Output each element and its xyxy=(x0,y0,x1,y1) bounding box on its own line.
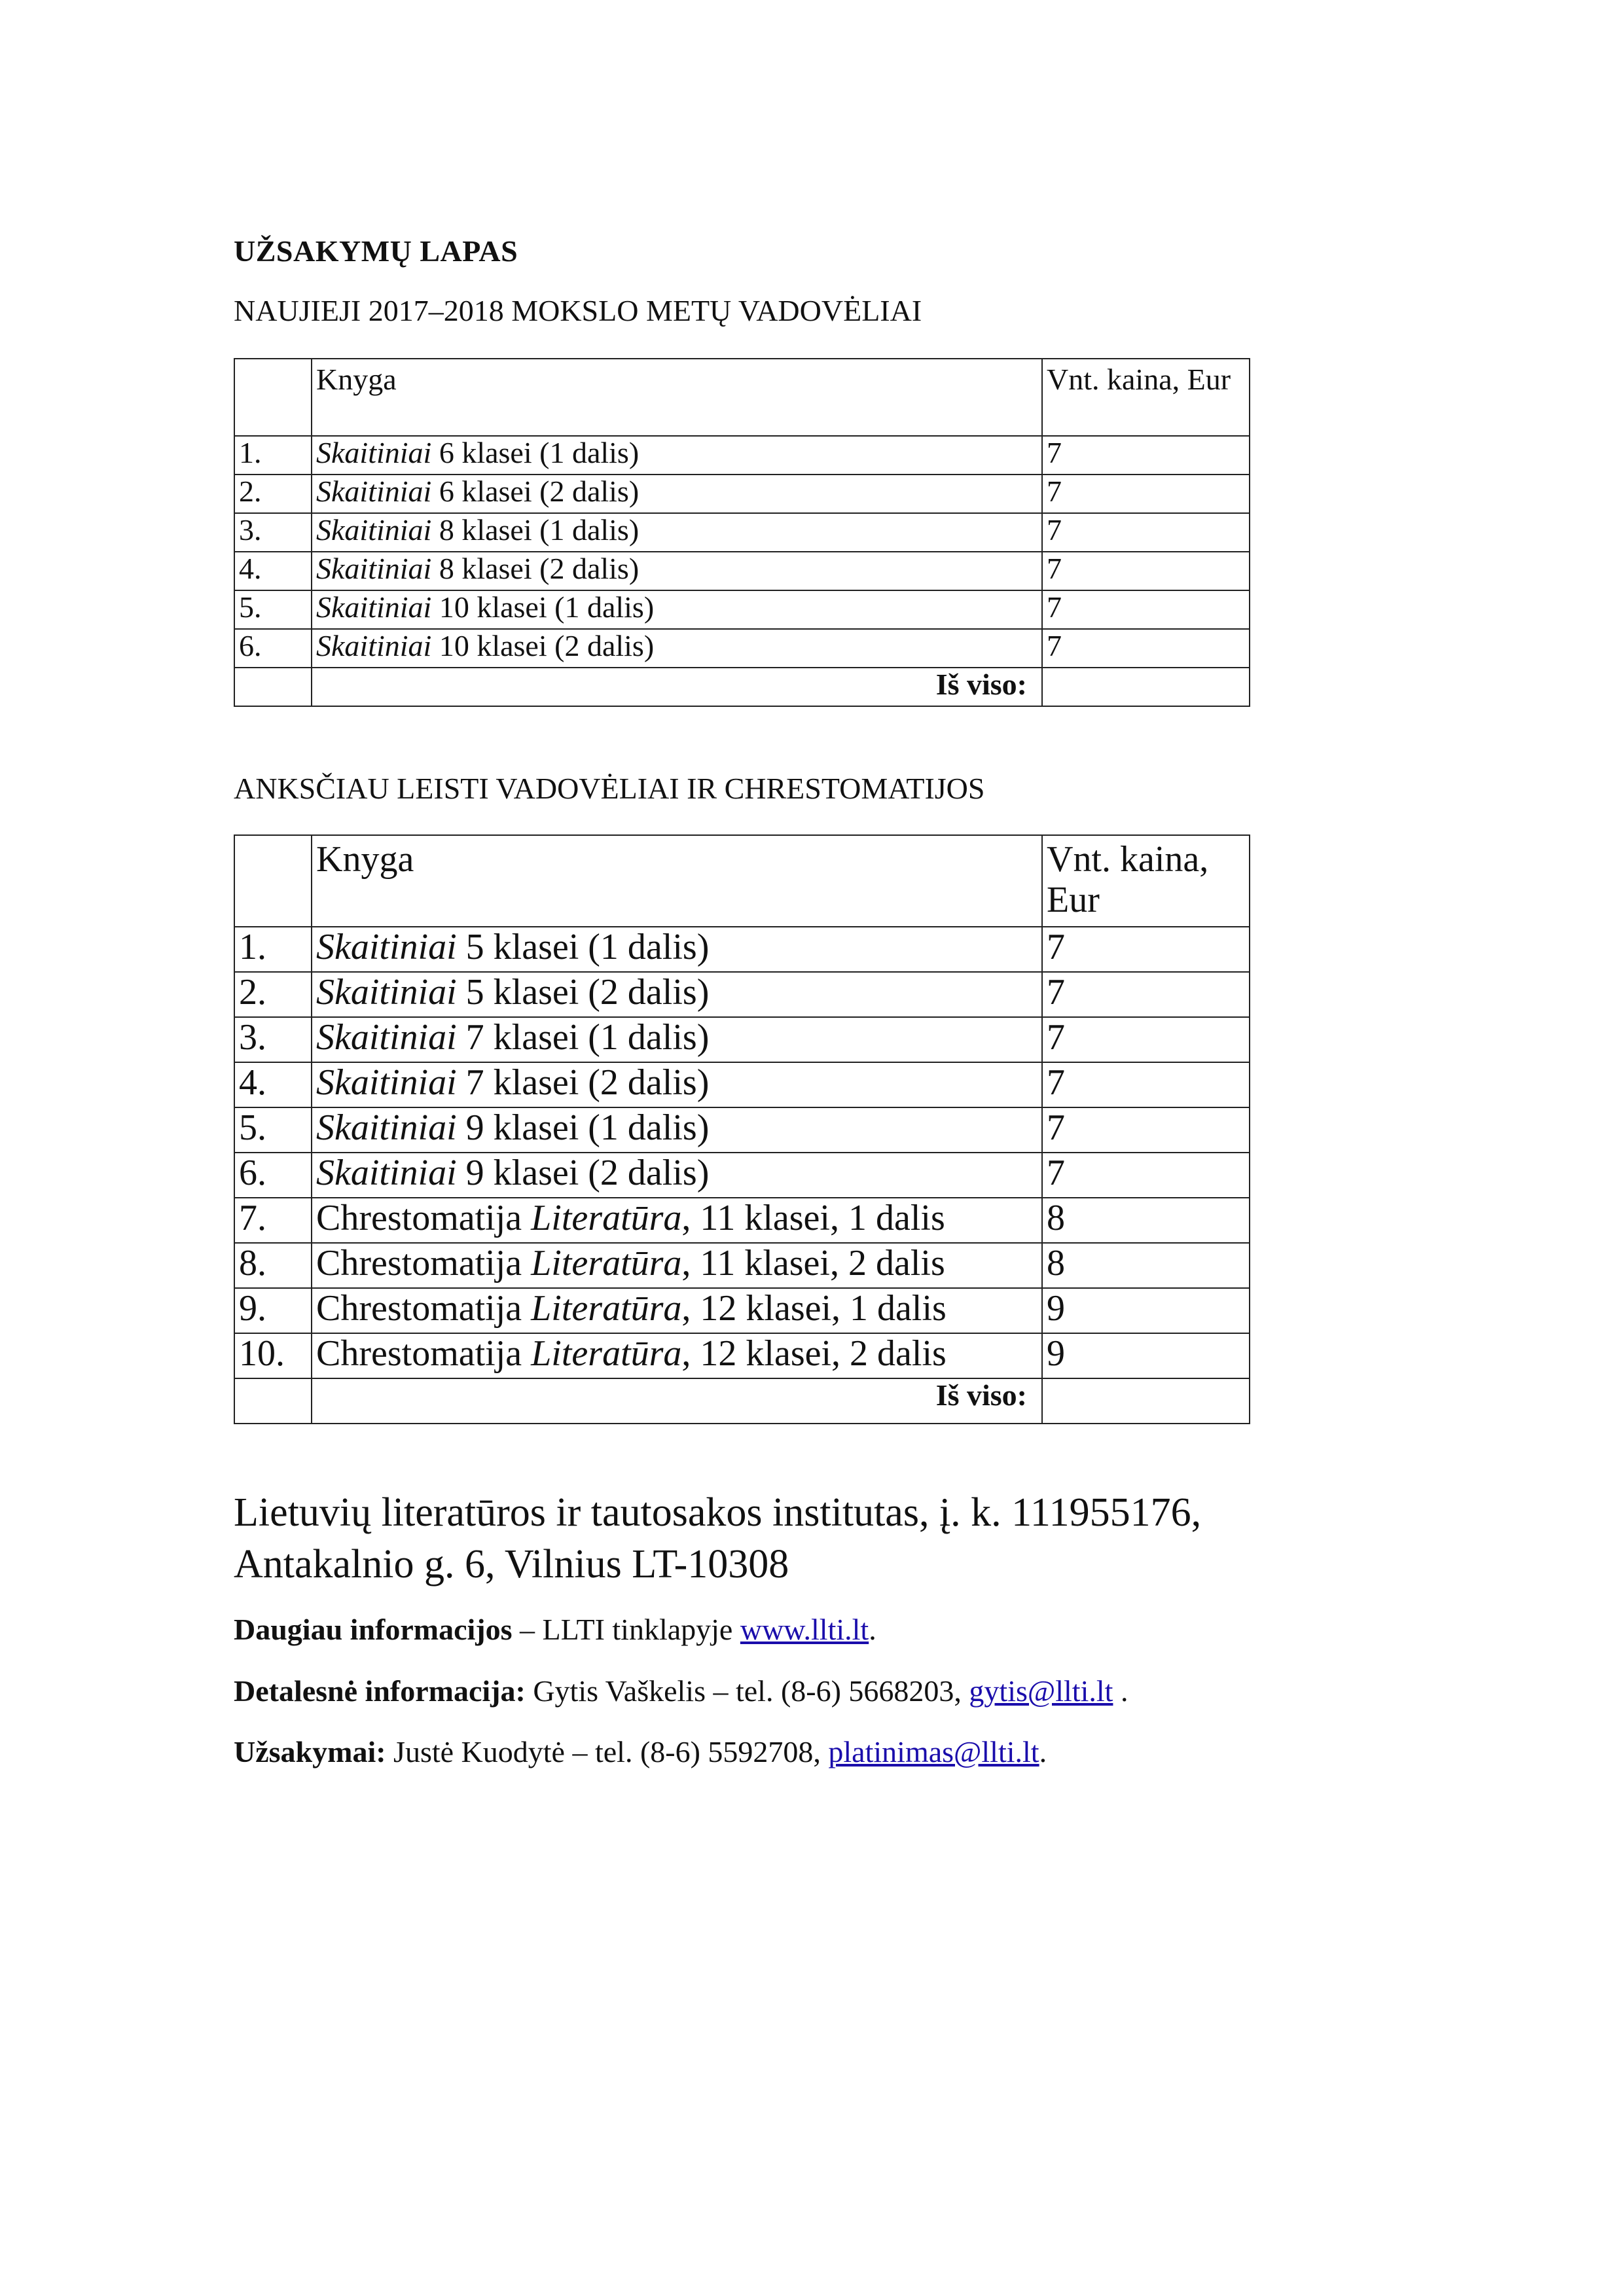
book-detail: 8 klasei (2 dalis) xyxy=(431,552,640,585)
row-number: 5. xyxy=(234,1107,312,1153)
table-row xyxy=(234,1243,1250,1288)
row-number: 6. xyxy=(234,629,312,668)
header-num xyxy=(234,359,312,436)
book-title: Skaitiniai xyxy=(316,1153,457,1193)
book-detail: , 11 klasei, 1 dalis xyxy=(681,1198,945,1238)
book-detail: , 12 klasei, 2 dalis xyxy=(681,1333,947,1374)
email-link[interactable]: gytis@llti.lt xyxy=(969,1674,1113,1708)
row-number: 1. xyxy=(234,436,312,475)
row-book xyxy=(312,629,1042,668)
total-row xyxy=(234,668,1250,706)
book-title: Skaitiniai xyxy=(316,552,432,585)
book-prefix: Chrestomatija xyxy=(316,1243,532,1283)
row-price: 9 xyxy=(1042,1333,1250,1378)
book-title: Skaitiniai xyxy=(316,513,432,547)
row-book xyxy=(312,552,1042,590)
section1-heading: NAUJIEJI 2017–2018 MOKSLO METŲ VADOVĖLIAI xyxy=(234,294,922,327)
total-label: Iš viso: xyxy=(312,668,1042,706)
table-row xyxy=(234,1288,1250,1333)
row-number: 4. xyxy=(234,552,312,590)
book-detail: 10 klasei (1 dalis) xyxy=(431,590,655,624)
website-link[interactable]: www.llti.lt xyxy=(740,1613,869,1646)
book-title: Skaitiniai xyxy=(316,475,432,508)
book-detail: 9 klasei (2 dalis) xyxy=(456,1153,710,1193)
row-price: 7 xyxy=(1042,513,1250,552)
table-row xyxy=(234,927,1250,972)
row-book xyxy=(312,590,1042,629)
info-label: Daugiau informacijos xyxy=(234,1613,513,1646)
total-value-cell[interactable] xyxy=(1042,668,1250,706)
row-book xyxy=(312,1153,1042,1198)
row-price: 7 xyxy=(1042,552,1250,590)
total-empty-cell xyxy=(234,668,312,706)
table-row xyxy=(234,590,1250,629)
institution-line2: Antakalnio g. 6, Vilnius LT-10308 xyxy=(234,1541,789,1587)
info-more xyxy=(234,1612,876,1647)
row-number: 10. xyxy=(234,1333,312,1378)
row-book xyxy=(312,513,1042,552)
row-number: 8. xyxy=(234,1243,312,1288)
total-value-cell[interactable] xyxy=(1042,1378,1250,1424)
book-title: Skaitiniai xyxy=(316,629,432,662)
total-row xyxy=(234,1378,1250,1424)
table-row xyxy=(234,1107,1250,1153)
institution-address xyxy=(234,1487,1201,1590)
header-book: Knyga xyxy=(312,835,1042,927)
institution-line1: Lietuvių literatūros ir tautosakos institutas, į. k. 111955176, xyxy=(234,1490,1202,1535)
table-row xyxy=(234,1198,1250,1243)
table-row xyxy=(234,629,1250,668)
book-title: Literatūra xyxy=(531,1288,682,1329)
info-text: Gytis Vaškelis – tel. (8-6) 5668203, xyxy=(525,1674,969,1708)
row-price: 7 xyxy=(1042,475,1250,513)
book-title: Literatūra xyxy=(531,1333,682,1374)
page-title: UŽSAKYMŲ LAPAS xyxy=(234,234,518,268)
row-book xyxy=(312,475,1042,513)
new-textbooks-table xyxy=(234,358,1250,707)
book-detail: , 12 klasei, 1 dalis xyxy=(681,1288,947,1329)
row-book xyxy=(312,1198,1042,1243)
total-label: Iš viso: xyxy=(312,1378,1042,1424)
row-number: 2. xyxy=(234,475,312,513)
row-price: 8 xyxy=(1042,1198,1250,1243)
book-detail: 7 klasei (1 dalis) xyxy=(456,1017,710,1058)
table-row xyxy=(234,1153,1250,1198)
total-empty-cell xyxy=(234,1378,312,1424)
book-prefix: Chrestomatija xyxy=(316,1198,532,1238)
book-detail: 9 klasei (1 dalis) xyxy=(456,1107,710,1148)
row-price: 7 xyxy=(1042,927,1250,972)
row-price: 7 xyxy=(1042,1062,1250,1107)
row-price: 7 xyxy=(1042,972,1250,1017)
row-number: 3. xyxy=(234,1017,312,1062)
row-number: 1. xyxy=(234,927,312,972)
book-title: Skaitiniai xyxy=(316,436,432,469)
table-row xyxy=(234,552,1250,590)
info-orders xyxy=(234,1734,1047,1769)
row-price: 8 xyxy=(1042,1243,1250,1288)
row-price: 7 xyxy=(1042,436,1250,475)
row-book xyxy=(312,1062,1042,1107)
book-title: Skaitiniai xyxy=(316,590,432,624)
info-label: Užsakymai: xyxy=(234,1735,386,1768)
info-label: Detalesnė informacija: xyxy=(234,1674,526,1708)
book-detail: 8 klasei (1 dalis) xyxy=(431,513,640,547)
row-book xyxy=(312,1243,1042,1288)
header-price: Vnt. kaina, Eur xyxy=(1042,835,1250,927)
row-book xyxy=(312,1107,1042,1153)
row-book xyxy=(312,1333,1042,1378)
row-price: 9 xyxy=(1042,1288,1250,1333)
row-book xyxy=(312,927,1042,972)
table-row xyxy=(234,475,1250,513)
row-book xyxy=(312,1288,1042,1333)
book-title: Literatūra xyxy=(531,1243,682,1283)
row-number: 4. xyxy=(234,1062,312,1107)
info-after: . xyxy=(1113,1674,1128,1708)
row-price: 7 xyxy=(1042,1107,1250,1153)
book-detail: 5 klasei (1 dalis) xyxy=(456,927,710,967)
table-row xyxy=(234,1333,1250,1378)
book-detail: 6 klasei (1 dalis) xyxy=(431,436,640,469)
row-price: 7 xyxy=(1042,590,1250,629)
older-textbooks-table xyxy=(234,834,1250,1424)
row-price: 7 xyxy=(1042,1153,1250,1198)
table-header-row xyxy=(234,359,1250,436)
row-book xyxy=(312,1017,1042,1062)
row-number: 2. xyxy=(234,972,312,1017)
row-number: 3. xyxy=(234,513,312,552)
info-after: . xyxy=(869,1613,876,1646)
book-title: Skaitiniai xyxy=(316,1062,457,1103)
book-detail: 7 klasei (2 dalis) xyxy=(456,1062,710,1103)
book-title: Skaitiniai xyxy=(316,1017,457,1058)
book-prefix: Chrestomatija xyxy=(316,1288,532,1329)
book-detail: 5 klasei (2 dalis) xyxy=(456,972,710,1013)
book-title: Skaitiniai xyxy=(316,927,457,967)
email-link[interactable]: platinimas@llti.lt xyxy=(828,1735,1039,1768)
info-detailed xyxy=(234,1674,1128,1708)
row-book xyxy=(312,972,1042,1017)
info-after: . xyxy=(1039,1735,1047,1768)
row-book xyxy=(312,436,1042,475)
row-number: 9. xyxy=(234,1288,312,1333)
info-text: Justė Kuodytė – tel. (8-6) 5592708, xyxy=(386,1735,829,1768)
header-book: Knyga xyxy=(312,359,1042,436)
table-row xyxy=(234,513,1250,552)
table-row xyxy=(234,1017,1250,1062)
row-price: 7 xyxy=(1042,1017,1250,1062)
header-price: Vnt. kaina, Eur xyxy=(1042,359,1250,436)
table-row xyxy=(234,1062,1250,1107)
row-number: 5. xyxy=(234,590,312,629)
book-title: Skaitiniai xyxy=(316,1107,457,1148)
book-prefix: Chrestomatija xyxy=(316,1333,532,1374)
row-number: 7. xyxy=(234,1198,312,1243)
book-detail: , 11 klasei, 2 dalis xyxy=(681,1243,945,1283)
book-detail: 6 klasei (2 dalis) xyxy=(431,475,640,508)
book-detail: 10 klasei (2 dalis) xyxy=(431,629,655,662)
book-title: Skaitiniai xyxy=(316,972,457,1013)
table-header-row xyxy=(234,835,1250,927)
info-text: – LLTI tinklapyje xyxy=(512,1613,740,1646)
section2-heading: ANKSČIAU LEISTI VADOVĖLIAI IR CHRESTOMATIJOS xyxy=(234,772,985,805)
row-price: 7 xyxy=(1042,629,1250,668)
row-number: 6. xyxy=(234,1153,312,1198)
table-row xyxy=(234,972,1250,1017)
book-title: Literatūra xyxy=(531,1198,682,1238)
header-num xyxy=(234,835,312,927)
table-row xyxy=(234,436,1250,475)
